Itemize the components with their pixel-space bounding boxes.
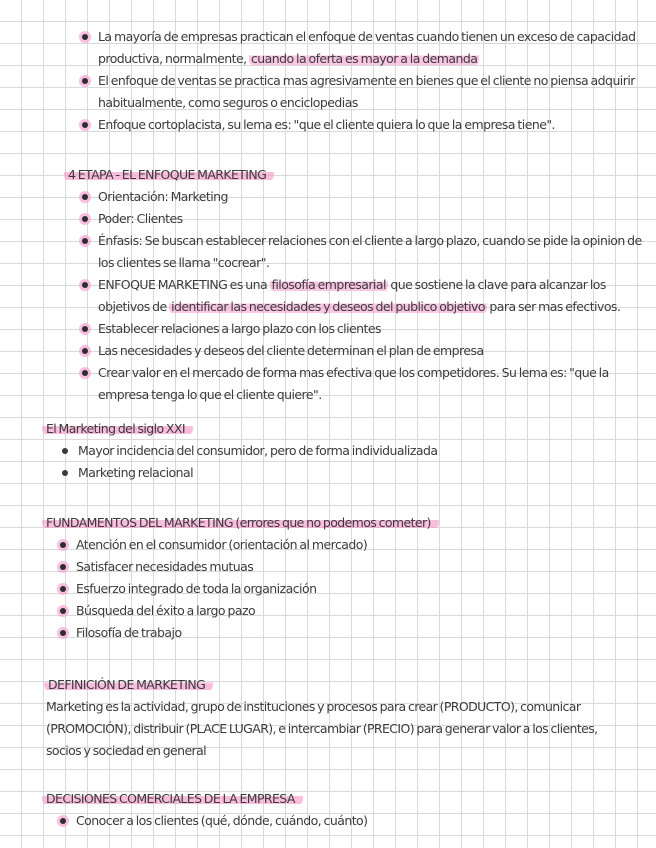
list-item: Poder: Clientes xyxy=(78,208,644,230)
list-item: Orientación: Marketing xyxy=(78,186,644,208)
list-item: Enfoque cortoplacista, su lema es: "que el cliente quiera lo que la empresa tiene". xyxy=(78,114,638,136)
highlighted-text: filosofía empresarial xyxy=(271,277,386,292)
list-item: La mayoría de empresas practican el enfoque de ventas cuando tienen un exceso de capacidad productiva, normalmente, cuando la oferta es mayor a la demanda xyxy=(78,26,638,70)
etapa4-bullet-list xyxy=(78,186,644,406)
list-item: Crear valor en el mercado de forma mas efectiva que los competidores. Su lema es: "que la empresa tenga lo que el cliente quiere". xyxy=(78,362,644,406)
list-item: Conocer a los clientes (qué, dónde, cuándo, cuánto) xyxy=(56,810,616,832)
siglo21-bullet-list xyxy=(58,440,618,484)
list-item: Filosofía de trabajo xyxy=(56,622,616,644)
list-item: Búsqueda del éxito a largo pazo xyxy=(56,600,616,622)
decisiones-heading: DECISIONES COMERCIALES DE LA EMPRESA xyxy=(42,788,303,810)
highlighted-text: cuando la oferta es mayor a la demanda xyxy=(250,51,478,66)
definicion-heading: DEFINICIÓN DE MARKETING xyxy=(44,674,213,696)
list-item: El enfoque de ventas se practica mas agresivamente en bienes que el cliente no piensa adquirir habitualmente, como seguros o enciclopedias xyxy=(78,70,638,114)
list-item: Atención en el consumidor (orientación al mercado) xyxy=(56,534,616,556)
list-item: Mayor incidencia del consumidor, pero de forma individualizada xyxy=(58,440,618,462)
highlighted-text: identificar las necesidades y deseos del publico objetivo xyxy=(171,299,485,314)
list-item: Énfasis: Se buscan establecer relaciones con el cliente a largo plazo, cuando se pide la opinion de los clientes se llama "cocrear". xyxy=(78,230,644,274)
list-item: ENFOQUE MARKETING es una filosofía empresarial que sostiene la clave para alcanzar los objetivos de identificar las necesidades y deseos del publico objetivo para ser mas efectivos. xyxy=(78,274,644,318)
siglo21-heading: El Marketing del siglo XXI xyxy=(42,418,193,440)
decisiones-bullet-list xyxy=(56,810,616,832)
fundamentos-bullet-list xyxy=(56,534,616,644)
list-item: Establecer relaciones a largo plazo con los clientes xyxy=(78,318,644,340)
fundamentos-heading: FUNDAMENTOS DEL MARKETING (errores que no podemos cometer) xyxy=(42,512,439,534)
list-item: Marketing relacional xyxy=(58,462,618,484)
etapa4-heading: 4 ETAPA - EL ENFOQUE MARKETING xyxy=(64,164,274,186)
list-item: Las necesidades y deseos del cliente determinan el plan de empresa xyxy=(78,340,644,362)
definicion-paragraph: Marketing es la actividad, grupo de instituciones y procesos para crear (PRODUCTO), comunicar (PROMOCIÓN), distribuir (PLACE LUGAR), e intercambiar (PRECIO) para generar valor a los clientes, socios y sociedad en general xyxy=(46,699,598,758)
intro-bullet-list xyxy=(78,26,638,136)
list-item: Esfuerzo integrado de toda la organización xyxy=(56,578,616,600)
list-item: Satisfacer necesidades mutuas xyxy=(56,556,616,578)
